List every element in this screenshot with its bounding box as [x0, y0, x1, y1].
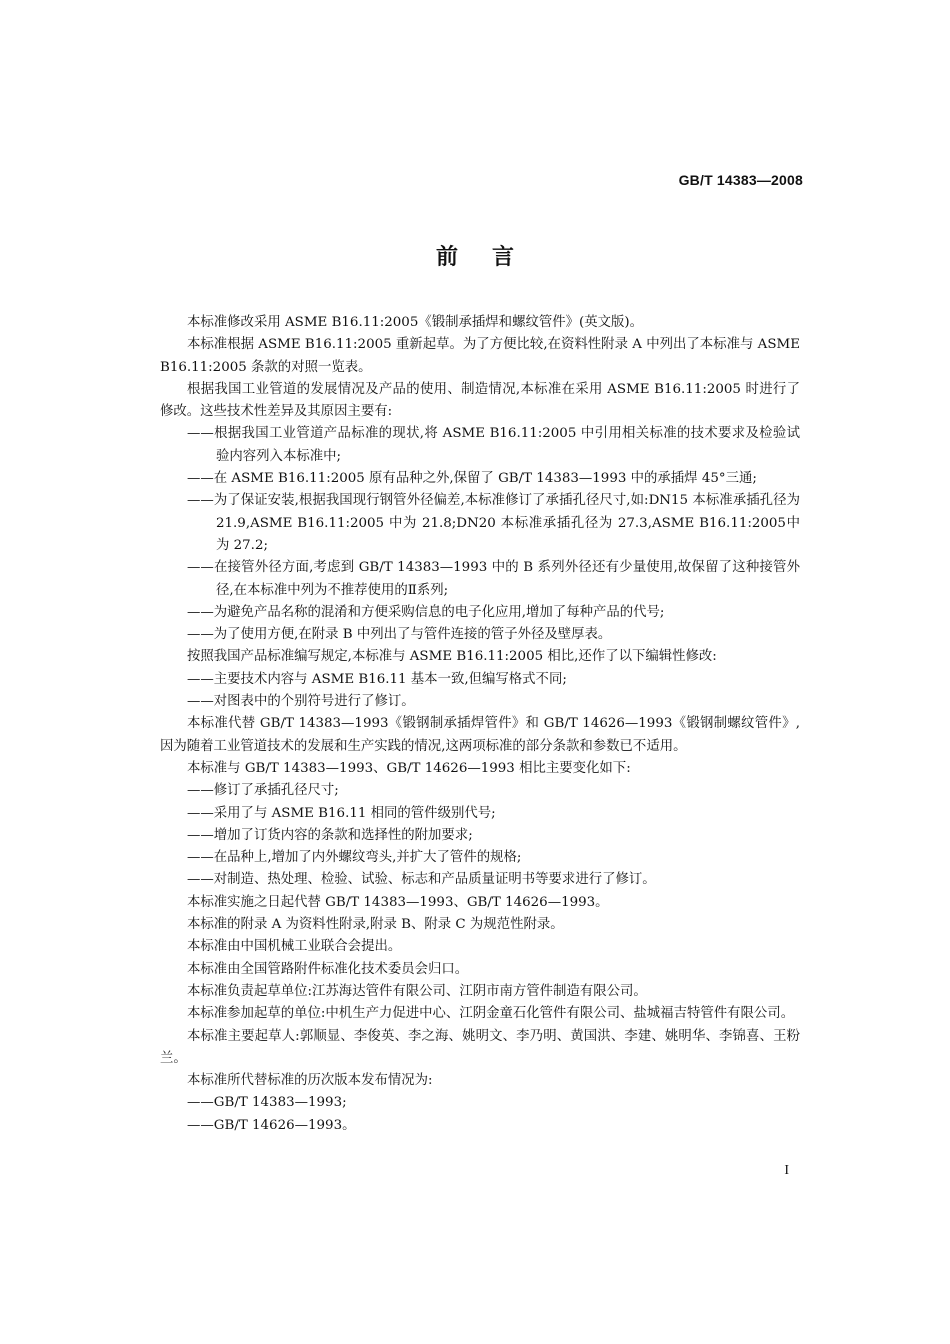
paragraph: 本标准代替 GB/T 14383—1993《锻钢制承插焊管件》和 GB/T 14626—1993《锻钢制螺纹管件》,因为随着工业管道技术的发展和生产实践的情况,这两项标准的部分条款和参数已不适用。 [160, 716, 800, 754]
paragraph: 根据我国工业管道的发展情况及产品的使用、制造情况,本标准在采用 ASME B16.11:2005 时进行了修改。这些技术性差异及其原因主要有: [160, 381, 800, 420]
list-item: ——采用了与 ASME B16.11 相同的管件级别代号; [187, 805, 496, 821]
list-item: ——根据我国工业管道产品标准的现状,将 ASME B16.11:2005 中引用相关标准的技术要求及检验试验内容列入本标准中; [187, 426, 800, 464]
list-item: ——为避免产品名称的混淆和方便采购信息的电子化应用,增加了每种产品的代号; [187, 604, 665, 620]
paragraph: 本标准由中国机械工业联合会提出。 [187, 939, 402, 955]
paragraph: 本标准根据 ASME B16.11:2005 重新起草。为了方便比较,在资料性附录 A 中列出了本标准与 ASME B16.11:2005 条款的对照一览表。 [160, 337, 800, 375]
page-number: I [784, 1163, 789, 1178]
paragraph: 本标准修改采用 ASME B16.11:2005《锻制承插焊和螺纹管件》(英文版)。 [187, 315, 644, 330]
list-item: ——在接管外径方面,考虑到 GB/T 14383—1993 中的 B 系列外径还有少量使用,故保留了这种接管外径,在本标准中列为不推荐使用的Ⅱ系列; [187, 560, 800, 598]
list-item: ——GB/T 14626—1993。 [187, 1117, 356, 1133]
list-item: ——为了使用方便,在附录 B 中列出了与管件连接的管子外径及壁厚表。 [187, 627, 612, 643]
paragraph: 本标准的附录 A 为资料性附录,附录 B、附录 C 为规范性附录。 [187, 917, 564, 933]
list-item: ——GB/T 14383—1993; [187, 1095, 347, 1111]
foreword-body [160, 312, 800, 1137]
paragraph: 本标准与 GB/T 14383—1993、GB/T 14626—1993 相比主要变化如下: [187, 760, 631, 776]
list-item: ——对图表中的个别符号进行了修订。 [187, 694, 415, 710]
list-item: ——修订了承插孔径尺寸; [187, 783, 339, 799]
paragraph: 本标准负责起草单位:江苏海达管件有限公司、江阴市南方管件制造有限公司。 [187, 983, 647, 999]
page-title: 前言 [435, 245, 548, 270]
list-item: ——对制造、热处理、检验、试验、标志和产品质量证明书等要求进行了修订。 [187, 872, 656, 888]
paragraph: 本标准所代替标准的历次版本发布情况为: [187, 1073, 433, 1089]
list-item: ——在 ASME B16.11:2005 原有品种之外,保留了 GB/T 14383—1993 中的承插焊 45°三通; [187, 471, 757, 487]
list-item: ——在品种上,增加了内外螺纹弯头,并扩大了管件的规格; [187, 850, 522, 866]
paragraph: 按照我国产品标准编写规定,本标准与 ASME B16.11:2005 相比,还作了以下编辑性修改: [187, 649, 717, 665]
list-item: ——为了保证安装,根据我国现行钢管外径偏差,本标准修订了承插孔径尺寸,如:DN15 本标准承插孔径为 21.9,ASME B16.11:2005 中为 21.8;DN20 本标准承插孔径为 27.3,ASME B16.11:2005中为 27.2; [187, 493, 800, 553]
paragraph: 本标准主要起草人:郭顺显、李俊英、李之海、姚明文、李乃明、黄国洪、李建、姚明华、李锦喜、王粉兰。 [160, 1028, 800, 1066]
paragraph: 本标准由全国管路附件标准化技术委员会归口。 [187, 961, 469, 977]
standard-code: GB/T 14383—2008 [678, 172, 803, 188]
list-item: ——主要技术内容与 ASME B16.11 基本一致,但编写格式不同; [187, 671, 567, 687]
paragraph: 本标准实施之日起代替 GB/T 14383—1993、GB/T 14626—1993。 [187, 894, 609, 910]
paragraph: 本标准参加起草的单位:中机生产力促进中心、江阴金童石化管件有限公司、盐城福吉特管件有限公司。 [187, 1006, 795, 1022]
list-item: ——增加了订货内容的条款和选择性的附加要求; [187, 827, 473, 843]
